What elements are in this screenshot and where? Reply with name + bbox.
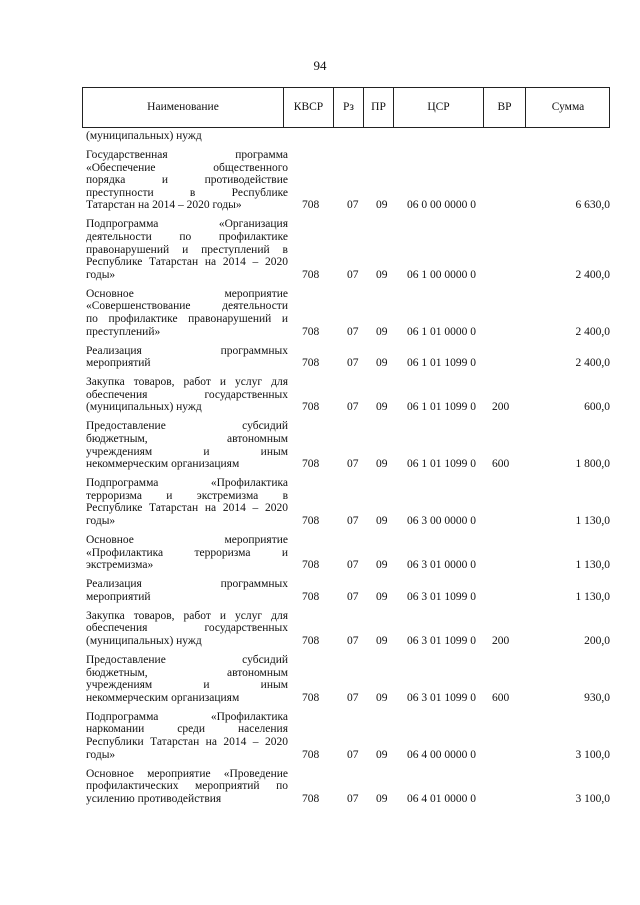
cell-csr: 06 3 00 0000 0	[407, 514, 476, 527]
cell-kvsr: 708	[302, 325, 320, 338]
row-name-line: Республики Татарстан на 2014 – 2020	[86, 735, 288, 748]
row-name	[86, 376, 288, 414]
row-name-line: правонарушений и преступлений в	[86, 243, 288, 256]
cell-csr: 06 1 01 1099 0	[407, 401, 476, 414]
row-name-line: Реализация программных	[86, 578, 288, 591]
row-name	[86, 768, 288, 806]
row-name	[86, 218, 288, 281]
row-name	[86, 534, 288, 572]
row-name-line: Подпрограмма «Профилактика	[86, 477, 288, 490]
cell-csr: 06 1 01 1099 0	[407, 458, 476, 471]
row-name-line: Предоставление субсидий	[86, 420, 288, 433]
row-name	[86, 578, 288, 603]
row-name	[86, 654, 288, 704]
row-name-line: «Профилактика терроризма и	[86, 546, 288, 559]
header-name: Наименование	[83, 88, 284, 127]
cell-rz: 07	[347, 514, 359, 527]
cell-pr: 09	[376, 325, 388, 338]
cell-pr: 09	[376, 590, 388, 603]
cell-csr: 06 4 01 0000 0	[407, 792, 476, 805]
row-name-line: Закупка товаров, работ и услуг для	[86, 609, 288, 622]
row-name	[86, 420, 288, 470]
cell-kvsr: 708	[302, 357, 320, 370]
row-name-line: «Обеспечение общественного	[86, 161, 288, 174]
row-name-line: некоммерческим организациям	[86, 458, 240, 471]
cell-pr: 09	[376, 357, 388, 370]
cell-pr: 09	[376, 792, 388, 805]
row-name-line: преступности в Республике	[86, 186, 288, 199]
cell-sum: 1 800,0	[575, 458, 610, 471]
row-name-line: (муниципальных) нужд	[86, 401, 202, 414]
row-name	[86, 130, 288, 143]
cell-sum: 2 400,0	[575, 325, 610, 338]
header-kvsr: КВСР	[284, 88, 334, 127]
row-name-line: экстремизма»	[86, 559, 154, 572]
row-name-line: Основное мероприятие	[86, 534, 288, 546]
cell-rz: 07	[347, 748, 359, 761]
row-name-line: (муниципальных) нужд	[86, 130, 202, 142]
header-vr: ВР	[484, 88, 526, 127]
cell-sum: 600,0	[584, 401, 610, 414]
row-name-line: Подпрограмма «Организация	[86, 218, 288, 231]
header-pr: ПР	[364, 88, 394, 127]
cell-rz: 07	[347, 590, 359, 603]
cell-rz: 07	[347, 792, 359, 805]
row-name-line: Республике Татарстан на 2014 – 2020	[86, 502, 288, 515]
row-name-line: учреждениям и иным	[86, 445, 288, 458]
cell-sum: 2 400,0	[575, 357, 610, 370]
row-name-line: «Совершенствование деятельности	[86, 300, 288, 313]
cell-kvsr: 708	[302, 401, 320, 414]
row-name-line: (муниципальных) нужд	[86, 634, 202, 647]
cell-rz: 07	[347, 458, 359, 471]
row-name-line: учреждениям и иным	[86, 679, 288, 692]
row-name-line: Основное мероприятие	[86, 287, 288, 300]
row-name-line: Подпрограмма «Профилактика	[86, 710, 288, 723]
row-name-line: по профилактике правонарушений и	[86, 312, 288, 325]
cell-csr: 06 3 01 0000 0	[407, 559, 476, 572]
cell-sum: 6 630,0	[575, 199, 610, 212]
cell-csr: 06 0 00 0000 0	[407, 199, 476, 212]
row-name-line: годы»	[86, 268, 116, 281]
row-name-line: усилению противодействия	[86, 792, 222, 805]
cell-pr: 09	[376, 514, 388, 527]
cell-rz: 07	[347, 691, 359, 704]
page-number: 94	[313, 58, 327, 73]
row-name-line: преступлений»	[86, 325, 161, 338]
row-name-line: некоммерческим организациям	[86, 691, 240, 704]
cell-kvsr: 708	[302, 458, 320, 471]
row-name	[86, 477, 288, 527]
cell-kvsr: 708	[302, 590, 320, 603]
cell-rz: 07	[347, 559, 359, 572]
row-name	[86, 345, 288, 370]
cell-csr: 06 3 01 1099 0	[407, 691, 476, 704]
cell-kvsr: 708	[302, 792, 320, 805]
cell-pr: 09	[376, 268, 388, 281]
cell-pr: 09	[376, 458, 388, 471]
cell-rz: 07	[347, 401, 359, 414]
row-name-line: Основное мероприятие «Проведение	[86, 767, 288, 780]
row-name	[86, 149, 288, 212]
row-name-line: наркомании среди населения	[86, 723, 288, 736]
row-name-line: бюджетным, автономным	[86, 432, 288, 445]
row-name-line: мероприятий	[86, 590, 151, 603]
row-name	[86, 711, 288, 761]
row-name-line: Реализация программных	[86, 344, 288, 357]
cell-sum: 200,0	[584, 634, 610, 647]
header-csr: ЦСР	[394, 88, 484, 127]
row-name-line: мероприятий	[86, 357, 151, 370]
cell-rz: 07	[347, 199, 359, 212]
row-name	[86, 610, 288, 648]
row-name-line: годы»	[86, 748, 116, 761]
row-name-line: обеспечения государственных	[86, 622, 288, 635]
cell-pr: 09	[376, 401, 388, 414]
row-name-line: Республике Татарстан на 2014 – 2020	[86, 256, 288, 269]
row-name-line: Закупка товаров, работ и услуг для	[86, 376, 288, 389]
row-name-line: годы»	[86, 514, 116, 527]
cell-vr: 200	[492, 401, 510, 414]
row-name-line: профилактических мероприятий по	[86, 780, 288, 793]
row-name-line: терроризма и экстремизма в	[86, 489, 288, 502]
cell-vr: 200	[492, 634, 510, 647]
cell-sum: 1 130,0	[575, 559, 610, 572]
header-rz: Рз	[334, 88, 364, 127]
cell-csr: 06 1 01 0000 0	[407, 325, 476, 338]
cell-sum: 1 130,0	[575, 514, 610, 527]
row-name-line: деятельности по профилактике	[86, 230, 288, 243]
cell-kvsr: 708	[302, 199, 320, 212]
cell-pr: 09	[376, 691, 388, 704]
cell-kvsr: 708	[302, 634, 320, 647]
cell-pr: 09	[376, 559, 388, 572]
cell-sum: 3 100,0	[575, 792, 610, 805]
cell-rz: 07	[347, 634, 359, 647]
header-sum: Сумма	[551, 101, 585, 113]
row-name-line: Предоставление субсидий	[86, 654, 288, 666]
row-name-line: Государственная программа	[86, 149, 288, 161]
cell-kvsr: 708	[302, 691, 320, 704]
row-name-line: бюджетным, автономным	[86, 666, 288, 679]
cell-rz: 07	[347, 268, 359, 281]
row-name-line: порядка и противодействие	[86, 174, 288, 187]
cell-pr: 09	[376, 199, 388, 212]
cell-kvsr: 708	[302, 268, 320, 281]
cell-csr: 06 4 00 0000 0	[407, 748, 476, 761]
cell-kvsr: 708	[302, 514, 320, 527]
row-name-line: Татарстан на 2014 – 2020 годы»	[86, 199, 242, 212]
cell-vr: 600	[492, 458, 510, 471]
table-header	[82, 87, 610, 128]
cell-vr: 600	[492, 691, 510, 704]
cell-kvsr: 708	[302, 559, 320, 572]
row-name-line: обеспечения государственных	[86, 388, 288, 401]
cell-csr: 06 3 01 1099 0	[407, 634, 476, 647]
cell-rz: 07	[347, 357, 359, 370]
cell-sum: 930,0	[584, 691, 610, 704]
cell-sum: 1 130,0	[575, 590, 610, 603]
row-name	[86, 288, 288, 338]
cell-csr: 06 1 00 0000 0	[407, 268, 476, 281]
cell-sum: 2 400,0	[575, 268, 610, 281]
cell-csr: 06 3 01 1099 0	[407, 590, 476, 603]
cell-kvsr: 708	[302, 748, 320, 761]
cell-pr: 09	[376, 634, 388, 647]
cell-rz: 07	[347, 325, 359, 338]
cell-sum: 3 100,0	[575, 748, 610, 761]
cell-csr: 06 1 01 1099 0	[407, 357, 476, 370]
cell-pr: 09	[376, 748, 388, 761]
